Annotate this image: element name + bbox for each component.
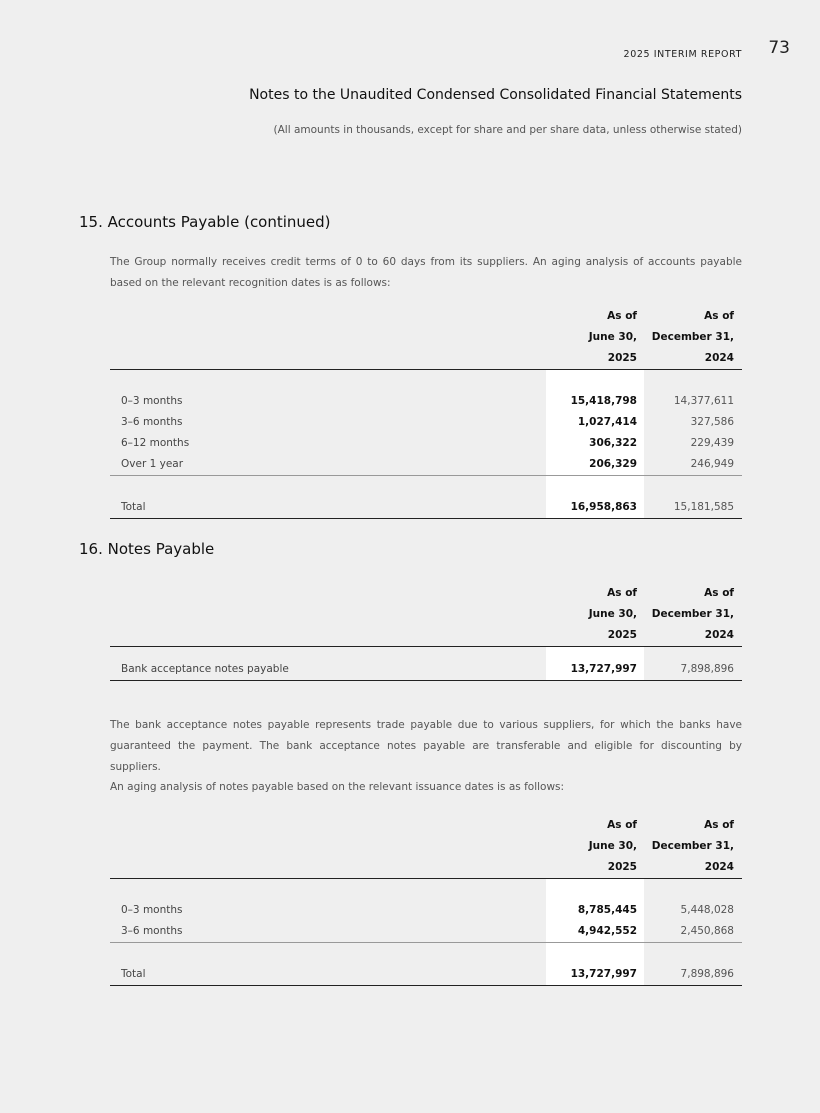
col-header: As of (607, 587, 637, 599)
col-header: 2025 (607, 861, 637, 873)
row-label: Over 1 year (121, 458, 184, 470)
col-header: 2024 (704, 861, 734, 873)
subtotal-rule (110, 942, 742, 943)
value-2024: 327,586 (690, 416, 734, 428)
col-header: December 31, (651, 840, 734, 852)
col-header: 2025 (607, 352, 637, 364)
table-end-rule (110, 985, 742, 986)
value-2024: 14,377,611 (673, 395, 734, 407)
section-16-heading: 16. Notes Payable (79, 540, 215, 558)
col-header: As of (704, 587, 734, 599)
col-header: As of (607, 310, 637, 322)
report-name: 2025 INTERIM REPORT (623, 49, 742, 60)
accounts-payable-table (110, 306, 742, 519)
value-2024: 246,949 (690, 458, 734, 470)
value-2025: 206,329 (589, 458, 637, 470)
value-2025: 4,942,552 (577, 925, 637, 937)
value-2024: 5,448,028 (680, 904, 734, 916)
total-row (110, 964, 742, 985)
page-subtitle: (All amounts in thousands, except for share and per share data, unless otherwise stated) (273, 124, 742, 136)
notes-aging-table (110, 815, 742, 986)
total-2025: 16,958,863 (570, 501, 637, 513)
table-row (110, 412, 742, 433)
total-2025: 13,727,997 (570, 968, 637, 980)
row-label: 0–3 months (121, 904, 183, 916)
table-row (110, 454, 742, 475)
col-header: As of (704, 819, 734, 831)
table-end-rule (110, 680, 742, 681)
value-2024: 229,439 (690, 437, 734, 449)
value-2025: 15,418,798 (570, 395, 637, 407)
col-header: June 30, (588, 840, 637, 852)
total-label: Total (121, 968, 146, 980)
total-label: Total (121, 501, 146, 513)
value-2025: 306,322 (589, 437, 637, 449)
total-2024: 7,898,896 (680, 968, 734, 980)
table-row (110, 659, 742, 680)
value-2024: 2,450,868 (680, 925, 734, 937)
section-15-heading: 15. Accounts Payable (continued) (79, 213, 331, 231)
row-label: Bank acceptance notes payable (121, 663, 289, 675)
total-2024: 15,181,585 (673, 501, 734, 513)
col-header: As of (704, 310, 734, 322)
table-row (110, 921, 742, 942)
page-title: Notes to the Unaudited Condensed Consolidated Financial Statements (249, 87, 742, 103)
row-label: 6–12 months (121, 437, 190, 449)
subtotal-rule (110, 475, 742, 476)
col-header: June 30, (588, 608, 637, 620)
row-label: 3–6 months (121, 925, 183, 937)
col-header: 2024 (704, 629, 734, 641)
row-label: 3–6 months (121, 416, 183, 428)
table-end-rule (110, 518, 742, 519)
col-header: 2025 (607, 629, 637, 641)
section-15-intro: The Group normally receives credit terms of 0 to 60 days from its suppliers. An aging analysis of accounts payable based on the relevant recognition dates is as follows: (110, 256, 742, 289)
notes-payable-description: The bank acceptance notes payable represents trade payable due to various suppliers, for which the banks have guaranteed the payment. The bank acceptance notes payable are transferable and eligible for discounting by suppliers. (110, 719, 742, 773)
notes-payable-table (110, 583, 742, 681)
row-label: 0–3 months (121, 395, 183, 407)
col-header: 2024 (704, 352, 734, 364)
table-row (110, 391, 742, 412)
table-row (110, 433, 742, 454)
value-2025: 1,027,414 (577, 416, 637, 428)
notes-aging-intro: An aging analysis of notes payable based on the relevant issuance dates is as follows: (110, 781, 565, 793)
col-header: December 31, (651, 608, 734, 620)
col-header: June 30, (588, 331, 637, 343)
col-header: As of (607, 819, 637, 831)
table-row (110, 900, 742, 921)
col-header: December 31, (651, 331, 734, 343)
value-2025: 8,785,445 (577, 904, 637, 916)
page-number: 73 (768, 38, 790, 58)
value-2025: 13,727,997 (570, 663, 637, 675)
value-2024: 7,898,896 (680, 663, 734, 675)
total-row (110, 497, 742, 518)
